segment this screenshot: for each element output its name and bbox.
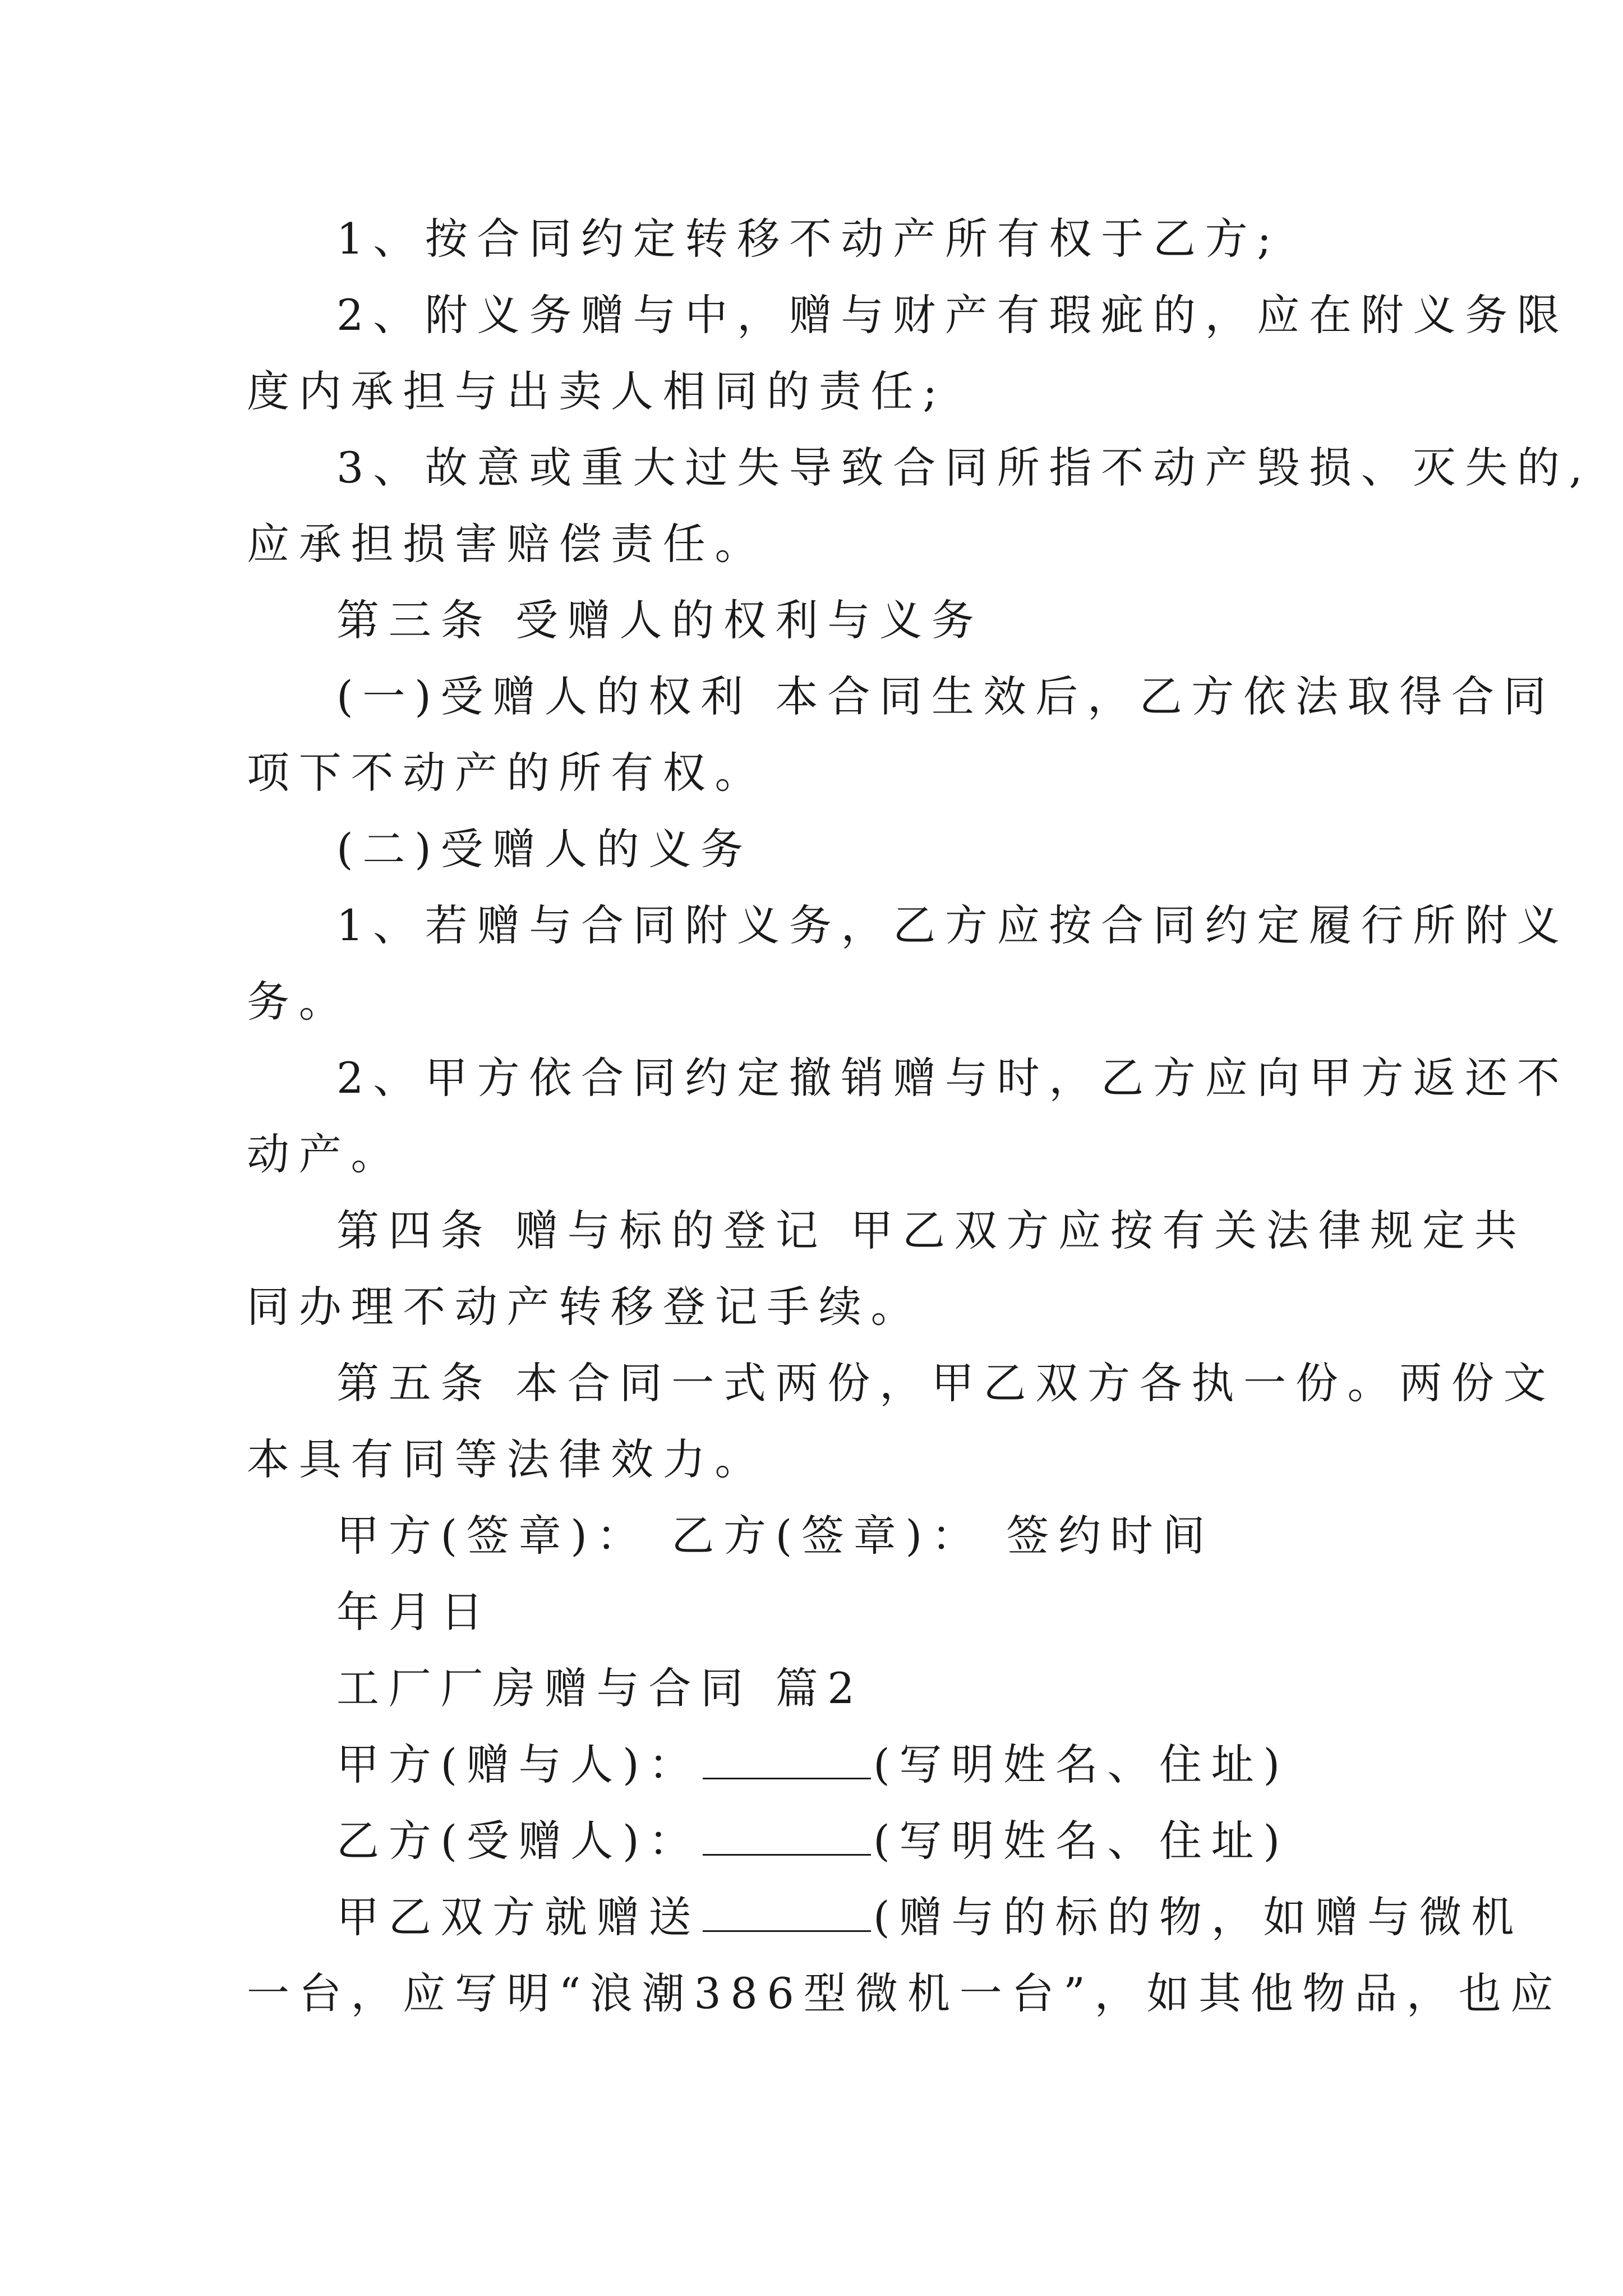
paragraph-line: (二)受赠人的义务 (336, 824, 753, 874)
gift-line (247, 1879, 1524, 1955)
donor-line (247, 1727, 1385, 1803)
donor-note: (写明姓名、住址) (873, 1740, 1289, 1789)
paragraph-line: 项下不动产的所有权。 (247, 748, 767, 798)
paragraph-line: 一台，应写明“浪潮386型微机一台”，如其他物品，也应 (247, 1968, 1563, 2018)
paragraph-line: 2、甲方依合同约定撤销赠与时，乙方应向甲方返还不 (336, 1053, 1569, 1103)
section-heading: 第五条 本合同一式两份，甲乙双方各执一份。两份文 (336, 1358, 1556, 1408)
gift-suffix: (赠与的标的物，如赠与微机 (873, 1892, 1524, 1942)
paragraph-line: 同办理不动产转移登记手续。 (247, 1282, 923, 1332)
paragraph-line: 应承担损害赔偿责任。 (247, 519, 767, 569)
section-heading: 第四条 赠与标的登记 甲乙双方应按有关法律规定共 (336, 1205, 1527, 1255)
paragraph-line: 本具有同等法律效力。 (247, 1434, 767, 1484)
paragraph-line: 1、按合同约定转移不动产所有权于乙方; (336, 214, 1281, 264)
paragraph-line: 1、若赠与合同附义务，乙方应按合同约定履行所附义 (336, 900, 1569, 950)
paragraph-line: 动产。 (247, 1129, 403, 1179)
paragraph-line: 度内承担与出卖人相同的责任; (247, 366, 947, 416)
paragraph-line: (一)受赠人的权利 本合同生效后，乙方依法取得合同 (336, 671, 1556, 721)
paragraph-line: 2、附义务赠与中，赠与财产有瑕疵的，应在附义务限 (336, 290, 1569, 340)
date-line: 年月日 (336, 1587, 493, 1637)
donor-label: 甲方(赠与人)： (336, 1740, 701, 1789)
contract-title: 工厂厂房赠与合同 篇2 (336, 1663, 864, 1713)
donee-blank (703, 1818, 871, 1856)
donee-label: 乙方(受赠人)： (336, 1816, 701, 1866)
paragraph-line: 3、故意或重大过失导致合同所指不动产毁损、灭失的, (336, 443, 1592, 493)
donee-line (247, 1803, 1385, 1879)
paragraph-line: 务。 (247, 977, 351, 1027)
gift-blank (703, 1894, 871, 1932)
signature-line: 甲方(签章)： 乙方(签章)： 签约时间 (336, 1511, 1215, 1561)
donor-blank (703, 1742, 871, 1779)
gift-prefix: 甲乙双方就赠送 (336, 1892, 701, 1942)
section-heading: 第三条 受赠人的权利与义务 (336, 595, 984, 645)
donee-note: (写明姓名、住址) (873, 1816, 1289, 1866)
document-body (247, 201, 1592, 2032)
